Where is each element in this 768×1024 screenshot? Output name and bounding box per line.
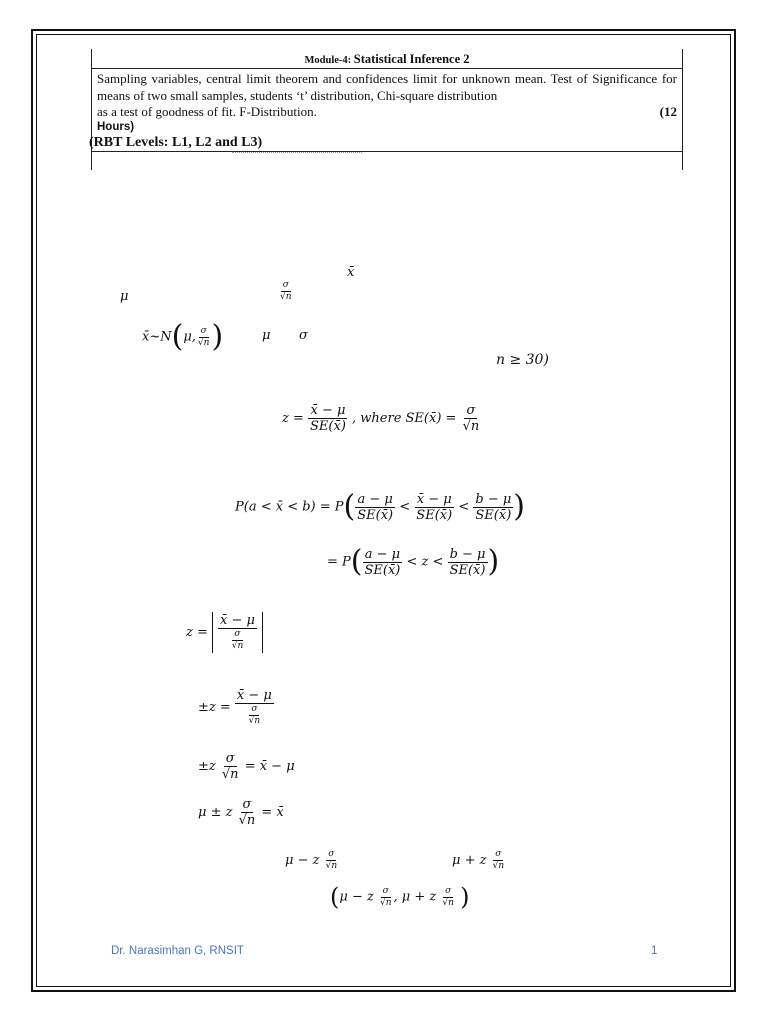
syllabus-text: Sampling variables, central limit theorem and confidences limit for unknown mean. Test of Significance for means of two small samples, students ‘t’ distribution, Chi-square distribution <box>97 71 677 103</box>
symbol-mu: μ <box>262 328 271 343</box>
hours-label: Hours) <box>97 121 135 133</box>
symbol-sigma: σ <box>299 328 308 343</box>
rbt-levels: (RBT Levels: L1, L2 and L3) <box>89 135 263 150</box>
divider <box>92 68 682 69</box>
sample-size-condition: n ≥ 30) <box>496 352 549 368</box>
footer-author: Dr. Narasimhan G, RNSIT <box>111 945 244 957</box>
z-score-formula: z = $\frac{x̄ - \mu}{SE(x̄)}$ , where SE(x̄) = $\frac{\sigma}{√n}$ <box>282 403 480 434</box>
z-absolute-formula: z = $\frac{x̄ - \mu}{\frac{\sigma}{√n}}$ <box>186 612 263 653</box>
page-number: 1 <box>651 945 658 957</box>
mu-pm-z-step: μ ± z $\frac{\sigma}{√n}$ = x̄ <box>198 797 284 828</box>
syllabus-box <box>91 49 683 170</box>
cropped-text-line <box>232 152 362 153</box>
syllabus-text-last-line: as a test of goodness of fit. F-Distribution. (12 <box>97 104 677 119</box>
hours-number: (12 <box>659 104 677 119</box>
divider <box>92 151 682 152</box>
sampling-distribution: x̄~N(μ, $\frac{\sigma}{√n}$ ) <box>142 319 224 354</box>
probability-equation-line2: = P( $\frac{a - \mu}{SE(x̄)}$ < z < $\frac{b - \mu}{SE(x̄)}$ ) <box>327 544 500 579</box>
confidence-interval: (μ − z $\frac{\sigma}{√n}$ , μ + z $\frac{\sigma}{√n}$ ) <box>330 883 470 911</box>
upper-limit: μ + z $\frac{\sigma}{√n}$ <box>452 849 505 871</box>
pm-z-step: ±z $\frac{\sigma}{√n}$ = x̄ − μ <box>198 751 295 782</box>
pm-z-formula: ±z = $\frac{x̄ - \mu}{\frac{\sigma}{√n}}$ <box>198 688 272 726</box>
module-heading: Module-4: Statistical Inference 2 <box>304 52 470 66</box>
symbol-mu: μ <box>120 289 129 304</box>
symbol-xbar: x̄ <box>347 265 355 280</box>
probability-equation-line1: P(a < x̄ < b) = P( $\frac{a - \mu}{SE(x̄)}$ < $\frac{x̄ - \mu}{SE(x̄)}$ < $\frac{b - \mu}{SE(x̄)}$ ) <box>235 489 526 524</box>
sigma-over-root-n: $\frac{\sigma}{√n}$ <box>280 280 292 302</box>
lower-limit: μ − z $\frac{\sigma}{√n}$ <box>285 849 338 871</box>
